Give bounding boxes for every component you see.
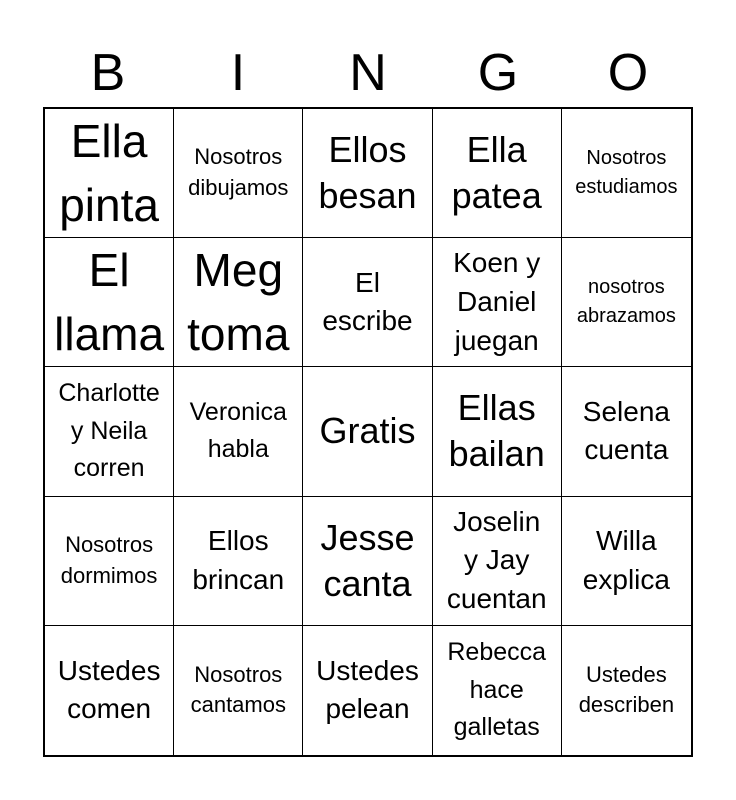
bingo-cell-r2c5[interactable]: nosotros abrazamos (562, 238, 691, 367)
bingo-cell-r3c1[interactable]: Charlotte y Neila corren (45, 367, 174, 496)
bingo-cell-r2c3[interactable]: El escribe (303, 238, 432, 367)
bingo-cell-r1c5[interactable]: Nosotros estudiamos (562, 109, 691, 238)
bingo-cell-r4c4[interactable]: Joselin y Jay cuentan (433, 497, 562, 626)
bingo-cell-r2c4[interactable]: Koen y Daniel juegan (433, 238, 562, 367)
bingo-cell-r4c5[interactable]: Willa explica (562, 497, 691, 626)
bingo-cell-r5c2[interactable]: Nosotros cantamos (174, 626, 303, 755)
bingo-cell-r4c3[interactable]: Jesse canta (303, 497, 432, 626)
bingo-cell-r4c2[interactable]: Ellos brincan (174, 497, 303, 626)
bingo-cell-r5c3[interactable]: Ustedes pelean (303, 626, 432, 755)
bingo-cell-r3c3-free[interactable]: Gratis (303, 367, 432, 496)
bingo-cell-r2c1[interactable]: El llama (45, 238, 174, 367)
bingo-header (43, 42, 693, 104)
bingo-cell-r5c4[interactable]: Rebecca hace galletas (433, 626, 562, 755)
bingo-cell-r1c4[interactable]: Ella patea (433, 109, 562, 238)
bingo-cell-r2c2[interactable]: Meg toma (174, 238, 303, 367)
bingo-cell-r1c1[interactable]: Ella pinta (45, 109, 174, 238)
bingo-cell-r1c3[interactable]: Ellos besan (303, 109, 432, 238)
header-letter-i: I (230, 44, 246, 102)
header-letter-n: N (349, 44, 387, 102)
header-letter-b: B (90, 44, 126, 102)
bingo-cell-r3c4[interactable]: Ellas bailan (433, 367, 562, 496)
header-letter-g: G (477, 44, 519, 102)
bingo-cell-r3c2[interactable]: Veronica habla (174, 367, 303, 496)
bingo-cell-r1c2[interactable]: Nosotros dibujamos (174, 109, 303, 238)
bingo-cell-r5c1[interactable]: Ustedes comen (45, 626, 174, 755)
bingo-cell-r4c1[interactable]: Nosotros dormimos (45, 497, 174, 626)
bingo-cell-r5c5[interactable]: Ustedes describen (578, 661, 675, 718)
bingo-board (43, 107, 693, 757)
header-letter-o: O (607, 44, 649, 102)
bingo-cell-r3c5[interactable]: Selena cuenta (562, 367, 691, 496)
